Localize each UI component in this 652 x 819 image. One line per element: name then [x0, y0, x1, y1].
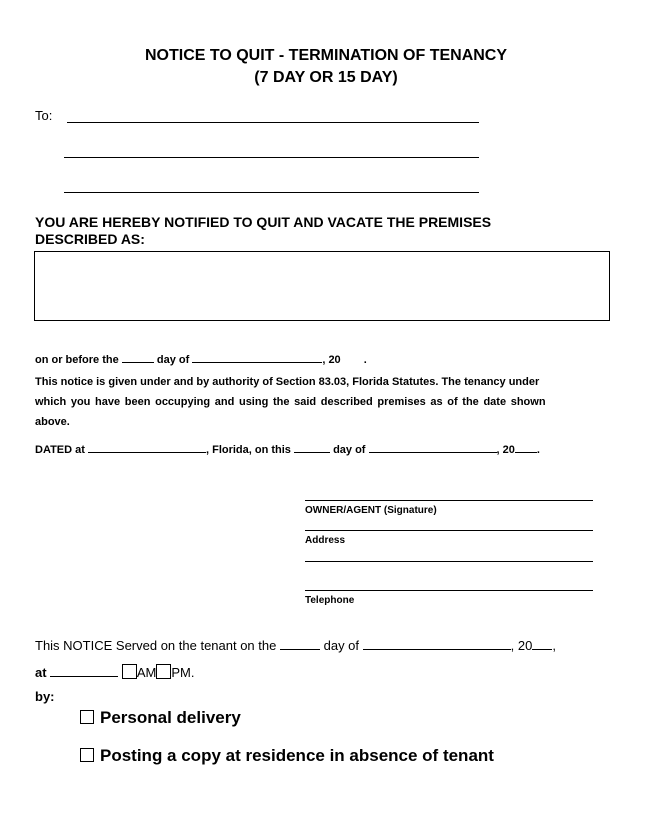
before-year: , 20	[322, 354, 341, 366]
served-day-blank[interactable]	[280, 639, 320, 650]
personal-delivery-option[interactable]	[80, 708, 241, 728]
posting-option[interactable]	[80, 746, 494, 766]
served-year-blank[interactable]	[532, 639, 552, 650]
to-line-1[interactable]	[67, 122, 479, 123]
time-blank[interactable]	[50, 666, 118, 677]
dated-day-of: day of	[333, 444, 366, 456]
dated-year: , 20	[496, 444, 515, 456]
address-line-1[interactable]	[305, 530, 593, 531]
to-line-2[interactable]	[64, 157, 479, 158]
dated-city-blank[interactable]	[88, 442, 206, 453]
am-checkbox[interactable]	[122, 664, 137, 679]
posting-label: Posting a copy at residence in absence of tenant	[100, 746, 494, 765]
posting-checkbox[interactable]	[80, 748, 94, 762]
served-day-of: day of	[323, 638, 360, 653]
to-label: To:	[35, 108, 53, 123]
statute-paragraph	[35, 372, 620, 432]
pm-checkbox[interactable]	[156, 664, 171, 679]
owner-agent-label: OWNER/AGENT (Signature)	[305, 505, 437, 516]
served-time-line	[35, 664, 194, 680]
dated-end: .	[536, 444, 540, 456]
served-end: ,	[552, 638, 556, 653]
served-prefix: This NOTICE Served on the tenant on the	[35, 638, 277, 653]
dated-month-blank[interactable]	[369, 442, 497, 453]
personal-delivery-checkbox[interactable]	[80, 710, 94, 724]
before-end: .	[363, 354, 367, 366]
vacate-heading-line-1: YOU ARE HEREBY NOTIFIED TO QUIT AND VACATE THE PREMISES	[35, 214, 492, 230]
at-label: at	[35, 665, 47, 680]
statute-line-2: which you have been occupying and using the said described premises as of the date shown	[35, 396, 546, 408]
before-day-blank[interactable]	[122, 352, 154, 363]
served-month-blank[interactable]	[363, 639, 511, 650]
dated-prefix: DATED at	[35, 444, 85, 456]
am-label: AM	[136, 665, 157, 680]
address-label: Address	[305, 535, 346, 546]
pm-label: PM.	[171, 665, 195, 680]
document-title: NOTICE TO QUIT - TERMINATION OF TENANCY	[144, 47, 508, 64]
statute-line-3: above.	[35, 416, 70, 428]
before-line	[35, 350, 367, 370]
document-subtitle: (7 DAY OR 15 DAY)	[254, 69, 398, 86]
dated-line	[35, 440, 540, 460]
dated-day-blank[interactable]	[294, 442, 330, 453]
before-prefix: on or before the	[35, 354, 119, 366]
served-line	[35, 638, 556, 653]
before-month-blank[interactable]	[192, 352, 322, 363]
signature-line[interactable]	[305, 500, 593, 501]
dated-florida: , Florida, on this	[205, 444, 291, 456]
dated-year-blank[interactable]	[515, 442, 537, 453]
personal-delivery-label: Personal delivery	[100, 708, 241, 727]
vacate-heading	[35, 214, 491, 248]
statute-line-1: This notice is given under and by authority of Section 83.03, Florida Statutes. The tenancy under	[35, 376, 540, 388]
telephone-line[interactable]	[305, 590, 593, 591]
address-line-2[interactable]	[305, 561, 593, 562]
to-line-3[interactable]	[64, 192, 479, 193]
before-day-of: day of	[156, 354, 190, 366]
telephone-label: Telephone	[305, 595, 355, 606]
vacate-heading-line-2: DESCRIBED AS:	[35, 231, 145, 247]
by-label: by:	[35, 689, 55, 704]
served-year: , 20	[510, 638, 533, 653]
premises-description-box[interactable]	[34, 251, 610, 321]
